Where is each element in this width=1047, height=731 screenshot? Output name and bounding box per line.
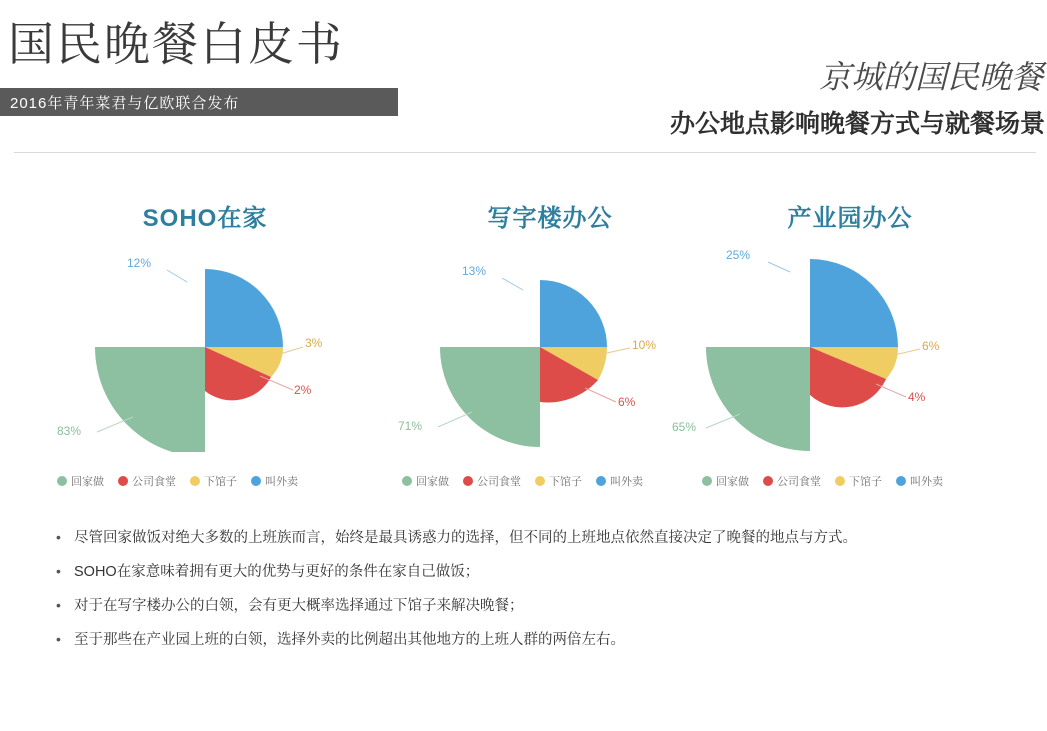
legend-dot-red-icon <box>463 476 473 486</box>
pie-chart-park <box>672 242 1020 442</box>
pie-label-yellow: 10% <box>632 338 657 352</box>
legend-dot-blue-icon <box>896 476 906 486</box>
legend-item-red <box>463 473 521 489</box>
chart-legend <box>57 470 377 492</box>
list-item <box>56 595 1006 618</box>
legend-item-blue <box>596 473 643 489</box>
legend-item-yellow <box>190 473 237 489</box>
bullet-text: 至于那些在产业园上班的白领，选择外卖的比例超出其他地方的上班人群的两倍左右。 <box>74 632 625 648</box>
list-item <box>56 527 1006 550</box>
legend-label: 下馆子 <box>849 476 882 488</box>
bullet-marker: • <box>56 631 61 647</box>
legend-dot-yellow-icon <box>535 476 545 486</box>
legend-item-green <box>57 473 104 489</box>
pie-svg <box>680 242 1020 452</box>
leader-line-green <box>438 412 472 427</box>
legend-dot-red-icon <box>763 476 773 486</box>
legend-dot-blue-icon <box>596 476 606 486</box>
legend-item-red <box>763 473 821 489</box>
leader-line-blue <box>768 262 790 272</box>
pie-label-red: 2% <box>294 383 312 397</box>
pie-svg <box>35 242 375 452</box>
legend-dot-yellow-icon <box>190 476 200 486</box>
legend-item-green <box>702 473 749 489</box>
legend-dot-blue-icon <box>251 476 261 486</box>
legend-label: 回家做 <box>71 476 104 488</box>
pie-label-green: 83% <box>57 424 82 438</box>
legend-item-yellow <box>535 473 582 489</box>
section-subtitle: 办公地点影响晚餐方式与就餐场景 <box>669 111 1045 138</box>
publisher-banner <box>0 88 398 116</box>
slice-blue <box>540 280 607 347</box>
pie-label-blue: 13% <box>462 264 487 278</box>
chart-title: 产业园办公 <box>787 205 913 232</box>
chart-block-park <box>672 170 1020 510</box>
chart-title: SOHO在家 <box>142 205 268 232</box>
legend-label: 回家做 <box>716 476 749 488</box>
leader-line-blue <box>502 278 523 290</box>
pie-label-yellow: 3% <box>305 336 323 350</box>
slice-green <box>95 347 205 452</box>
list-item <box>56 629 1006 652</box>
pie-label-green: 65% <box>672 420 697 434</box>
bullet-marker: • <box>56 563 61 579</box>
slice-blue <box>205 269 283 347</box>
page-title: 国民晚餐白皮书 <box>8 19 344 70</box>
pie-chart-soho <box>35 242 375 442</box>
list-item <box>56 561 1006 584</box>
legend-dot-green-icon <box>402 476 412 486</box>
pie-label-red: 4% <box>908 390 926 404</box>
pie-svg <box>380 242 720 452</box>
legend-label: 叫外卖 <box>910 476 943 488</box>
legend-item-yellow <box>835 473 882 489</box>
legend-label: 公司食堂 <box>132 476 176 488</box>
leader-line-yellow <box>280 347 303 354</box>
header-divider <box>14 152 1036 153</box>
leader-line-green <box>706 414 740 428</box>
pie-label-red: 6% <box>618 395 636 409</box>
slice-green <box>706 347 810 451</box>
legend-item-red <box>118 473 176 489</box>
pie-label-blue: 25% <box>726 248 751 262</box>
leader-line-red <box>876 384 906 397</box>
section-title: 京城的国民晚餐 <box>818 59 1043 95</box>
page-header <box>0 0 1047 150</box>
bullet-marker: • <box>56 597 61 613</box>
legend-item-blue <box>896 473 943 489</box>
charts-row <box>0 170 1047 510</box>
bullet-text: 对于在写字楼办公的白领，会有更大概率选择通过下馆子来解决晚餐； <box>74 598 524 614</box>
chart-block-office <box>380 170 720 510</box>
publisher-banner-label: 2016年青年菜君与亿欧联合发布 <box>10 95 240 112</box>
bullet-text: SOHO在家意味着拥有更大的优势与更好的条件在家自己做饭； <box>74 564 480 580</box>
legend-dot-yellow-icon <box>835 476 845 486</box>
bullet-text: 尽管回家做饭对绝大多数的上班族而言，始终是最具诱惑力的选择，但不同的上班地点依然直接决定了晚餐的地点与方式。 <box>74 530 857 546</box>
legend-label: 叫外卖 <box>265 476 298 488</box>
bullet-marker: • <box>56 529 61 545</box>
legend-item-green <box>402 473 449 489</box>
legend-label: 公司食堂 <box>477 476 521 488</box>
chart-legend <box>402 470 722 492</box>
legend-dot-green-icon <box>702 476 712 486</box>
legend-label: 公司食堂 <box>777 476 821 488</box>
legend-dot-red-icon <box>118 476 128 486</box>
legend-item-blue <box>251 473 298 489</box>
legend-label: 叫外卖 <box>610 476 643 488</box>
slice-blue <box>810 259 898 347</box>
legend-label: 回家做 <box>416 476 449 488</box>
chart-block-soho <box>35 170 375 510</box>
chart-title: 写字楼办公 <box>487 205 613 232</box>
pie-chart-office <box>380 242 720 442</box>
pie-label-yellow: 6% <box>922 339 940 353</box>
leader-line-red <box>585 388 616 402</box>
legend-dot-green-icon <box>57 476 67 486</box>
pie-label-green: 71% <box>398 419 423 433</box>
legend-label: 下馆子 <box>549 476 582 488</box>
slice-green <box>440 347 540 447</box>
chart-legend <box>702 470 1022 492</box>
pie-label-blue: 12% <box>127 256 152 270</box>
legend-label: 下馆子 <box>204 476 237 488</box>
insights-list <box>56 527 1006 663</box>
